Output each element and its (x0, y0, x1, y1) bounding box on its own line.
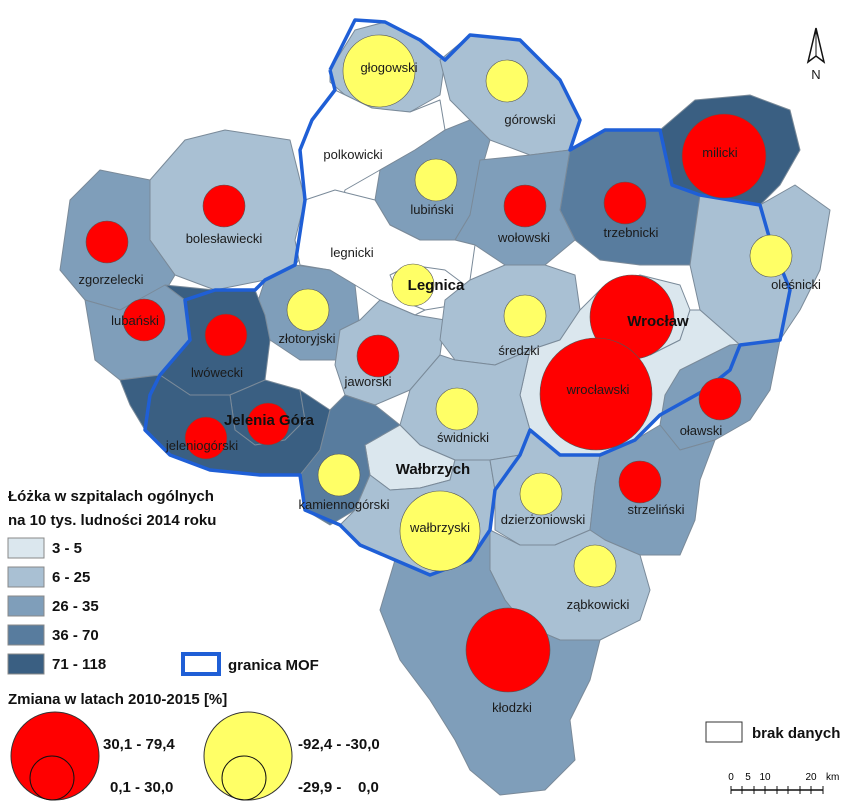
district-label: Jelenia Góra (223, 412, 315, 429)
legend-mof-label: granica MOF (228, 657, 319, 674)
change-circle-bolesławiecki (203, 185, 245, 227)
district-label: Wałbrzych (395, 461, 471, 478)
legend-class-swatch (8, 567, 44, 587)
district-label: Wrocław (627, 313, 689, 330)
change-circle-jaworski (357, 335, 399, 377)
legend-class-swatch (8, 596, 44, 616)
change-circle-lwówecki (205, 314, 247, 356)
legend-increase-large-label: 30,1 - 79,4 (103, 736, 175, 753)
legend-class-label: 6 - 25 (52, 569, 91, 586)
legend-no-data (706, 722, 840, 742)
change-circle-trzebnicki (604, 182, 646, 224)
district-label: wrocławski (566, 382, 630, 397)
district-label: kłodzki (492, 700, 532, 715)
district-label: lubański (111, 313, 159, 328)
change-circle-średzki (504, 295, 546, 337)
district-label: dzierżoniowski (500, 512, 586, 527)
district-label: wałbrzyski (410, 520, 470, 535)
district-label: legnicki (330, 245, 374, 260)
district-label: lubiński (410, 202, 454, 217)
district-label: Legnica (407, 277, 465, 294)
change-circle-świdnicki (436, 388, 478, 430)
legend-no-data-label: brak danych (752, 725, 841, 742)
legend-change (8, 691, 380, 800)
district-label: oławski (679, 423, 723, 438)
district-label: strzeliński (627, 502, 685, 517)
legend-beds (8, 488, 319, 674)
legend-class-label: 36 - 70 (52, 627, 99, 644)
change-circle-górowski (486, 60, 528, 102)
legend-mof-swatch (183, 654, 219, 674)
legend-no-data-swatch (706, 722, 742, 742)
change-circle-kłodzki (466, 608, 550, 692)
district-label: górowski (504, 112, 556, 127)
legend-change-title: Zmiana w latach 2010-2015 [%] (8, 691, 228, 708)
scale-tick-10: 10 (759, 772, 771, 783)
change-circle-strzeliński (619, 461, 661, 503)
district-label: kamiennogórski (298, 497, 390, 512)
district-label: trzebnicki (603, 225, 659, 240)
district-label: głogowski (360, 60, 418, 75)
district-label: milicki (702, 145, 738, 160)
scale-bar (728, 772, 839, 794)
legend-class-label: 3 - 5 (52, 540, 83, 557)
district-label: ząbkowicki (566, 597, 630, 612)
change-circle-złotoryjski (287, 289, 329, 331)
district-label: oleśnicki (771, 277, 821, 292)
legend-title-line1: Łóżka w szpitalach ogólnych (8, 488, 214, 505)
legend-class-label: 71 - 118 (52, 656, 107, 673)
legend-class-label: 26 - 35 (52, 598, 99, 615)
district-label: jeleniogórski (165, 438, 239, 453)
north-arrow-icon (808, 28, 824, 82)
change-circle-zgorzelecki (86, 221, 128, 263)
district-label: lwówecki (190, 365, 244, 380)
legend-title-line2: na 10 tys. ludności 2014 roku (8, 512, 217, 529)
district-label: jaworski (344, 374, 392, 389)
scale-tick-20: 20 (805, 772, 817, 783)
district-label: średzki (498, 343, 540, 358)
change-circle-wołowski (504, 185, 546, 227)
change-circle-oleśnicki (750, 235, 792, 277)
legend-class-swatch (8, 654, 44, 674)
legend-class-swatch (8, 538, 44, 558)
district-label: zgorzelecki (78, 272, 144, 287)
district-label: świdnicki (436, 430, 490, 445)
change-circle-lubiński (415, 159, 457, 201)
change-circle-ząbkowicki (574, 545, 616, 587)
legend-increase-small-label: 0,1 - 30,0 (110, 779, 174, 796)
scale-tick-0: 0 (728, 772, 734, 783)
legend-decrease-large-label: -92,4 - -30,0 (298, 736, 380, 753)
scale-tick-5: 5 (745, 772, 751, 783)
north-label: N (811, 67, 821, 82)
district-label: złotoryjski (278, 331, 336, 346)
change-circle-dzierżoniowski (520, 473, 562, 515)
legend-class-swatch (8, 625, 44, 645)
district-label: bolesławiecki (185, 231, 263, 246)
district-label: polkowicki (323, 147, 383, 162)
change-circle-oławski (699, 378, 741, 420)
change-circle-kamiennogórski (318, 454, 360, 496)
legend-decrease-small-label: -29,9 - 0,0 (298, 779, 379, 796)
district-label: wołowski (497, 230, 551, 245)
scale-unit: km (826, 772, 840, 783)
